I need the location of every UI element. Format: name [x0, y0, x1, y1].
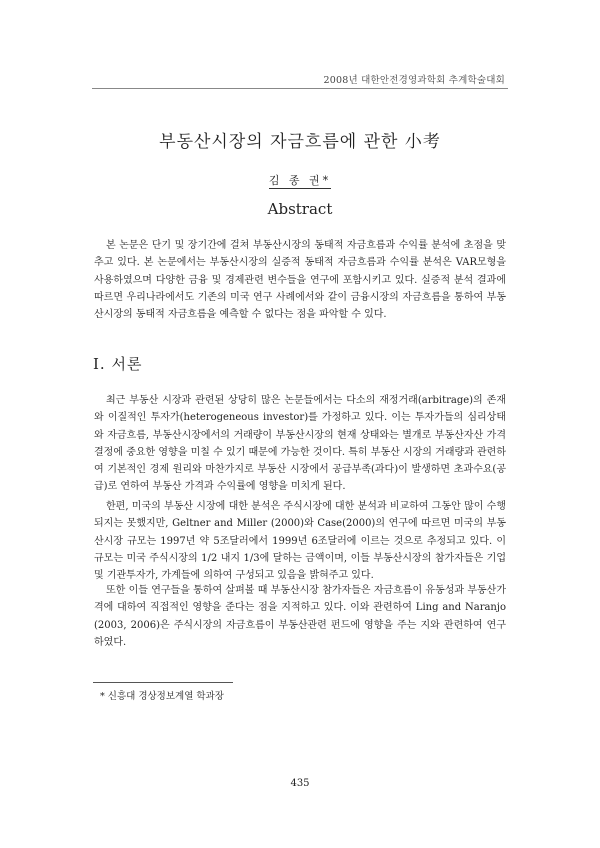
running-header: 2008년 대한안전경영과학회 추계학술대회: [323, 75, 505, 86]
body-paragraph-2: 한편, 미국의 부동산 시장에 대한 분석은 주식시장에 대한 분석과 비교하여 그동안 많이 수행되지는 못했지만, Geltner and Miller (2000)와 Case(2000)의 연구에 따르면 미국의 부동산시장 규모는 1997년 약 5조달러에서 1999년 6조달러에 이르는 것으로 추정되고 있다. 이 규모는 미국 주식시장의 1/2 내지 1/3에 달하는 금액이며, 이들 부동산시장의 참가자들은 기업 및 기관투자가, 가계들에 의하여 구성되고 있음을 밝혀주고 있다.: [94, 501, 506, 582]
section-heading: Ⅰ. 서론: [93, 355, 143, 373]
body-paragraph-1: 최근 부동산 시장과 관련된 상당히 많은 논문들에서는 다소의 재정거래(arbitrage)의 존재와 이질적인 투자가(heterogeneous investor)를 가정하고 있다. 이는 투자가들의 심리상태와 자금흐름, 부동산시장에서의 거래량이 부동산시장의 현재 상태와는 별개로 부동산자산 가격 결정에 중요한 영향을 미칠 수 있기 때문에 가능한 것이다. 특히 부동산 시장의 거래량과 관련하여 기본적인 경제 원리와 마찬가지로 부동산 시장에서 공급부족(과다)이 발생하면 초과수요(공급)로 연하여 부동산 가격과 수익률에 영향을 미치게 된다.: [94, 395, 506, 493]
footnote: * 신흥대 경상정보계열 학과장: [100, 691, 224, 702]
abstract-heading: Abstract: [267, 200, 333, 218]
author-name-text: 김 종 권*: [268, 174, 332, 187]
page-number: 435: [290, 778, 310, 789]
author-name: [0, 172, 600, 188]
abstract-text: 본 논문은 단기 및 장기간에 걸쳐 부동산시장의 동태적 자금흐름과 수익률 분석에 초점을 맞추고 있다. 본 논문에서는 부동산시장의 실증적 동태적 자금흐름과 수익률 분석은 VAR모형을 사용하였으며 다양한 금융 및 경제관련 변수들을 연구에 포함시키고 있다. 실증적 분석 결과에 따르면 우리나라에서도 기존의 미국 연구 사례에서와 같이 금융시장의 자금흐름을 통하여 부동산시장의 동태적 자금흐름을 예측할 수 없다는 점을 파악할 수 있다.: [94, 240, 506, 321]
paper-title: 부동산시장의 자금흐름에 관한 小考: [159, 132, 441, 152]
footnote-rule: [93, 682, 233, 683]
header-rule: [92, 88, 508, 89]
body-paragraph-3: 또한 이들 연구들을 통하여 살펴볼 때 부동산시장 참가자들은 자금흐름이 유동성과 부동산가격에 대하여 직접적인 영향을 준다는 점을 지적하고 있다. 이와 관련하여 Ling and Naranjo (2003, 2006)은 주식시장의 자금흐름이 부동산관련 펀드에 영향을 주는 지와 관련하여 연구하였다.: [94, 585, 506, 648]
